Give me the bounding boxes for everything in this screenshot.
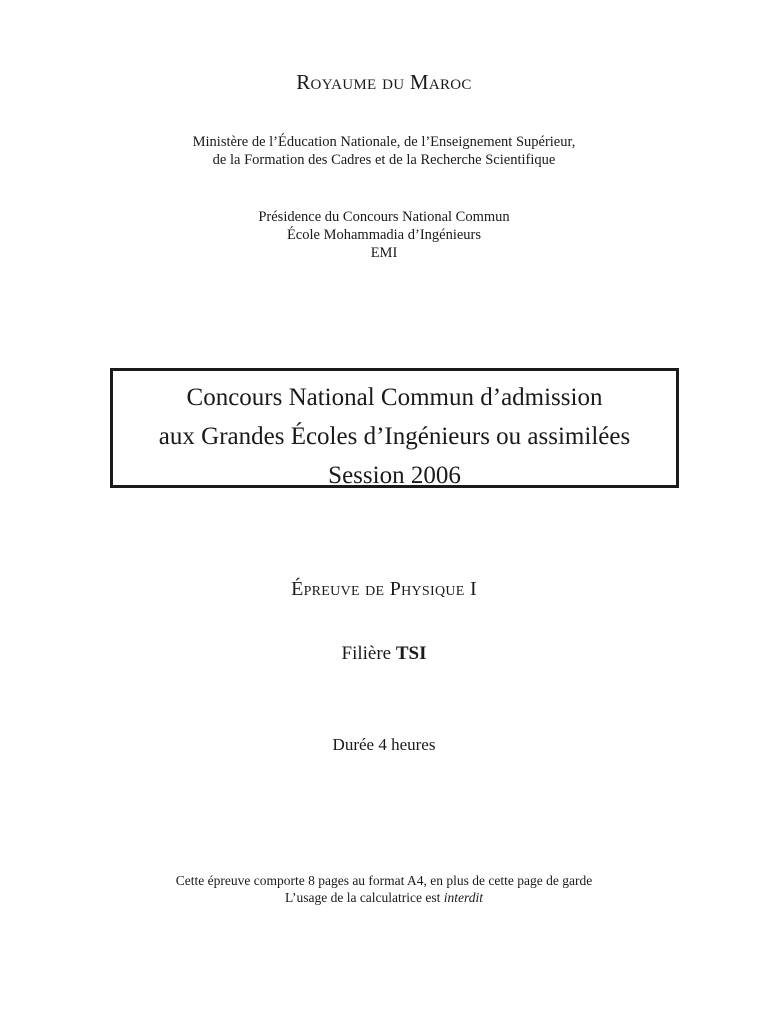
filiere-value: TSI: [395, 643, 427, 664]
exam-title: Épreuve de Physique I: [291, 578, 477, 600]
presidency-line-1: Présidence du Concours National Commun: [258, 209, 510, 225]
exam-duration: Durée 4 heures: [332, 735, 436, 754]
presidency-line-2: École Mohammadia d’Ingénieurs: [286, 227, 482, 243]
calculator-rule-text: L’usage de la calculatrice est: [284, 890, 441, 905]
presidency-block: [0, 208, 768, 262]
ministry-line-1: Ministère de l’Éducation Nationale, de l’Enseignement Supérieur,: [192, 134, 576, 150]
filiere-line: [0, 643, 768, 665]
footer-line-2: [0, 889, 768, 906]
ministry-line-2: de la Formation des Cadres et de la Recherche Scientifique: [212, 152, 556, 168]
contest-title-box: [110, 368, 679, 488]
kingdom-heading: Royaume du Maroc: [296, 70, 472, 94]
contest-title-line-1: Concours National Commun d’admission: [186, 384, 603, 411]
contest-title-line-2: aux Grandes Écoles d’Ingénieurs ou assimilées: [158, 423, 631, 450]
calculator-rule-emphasis: interdit: [443, 890, 484, 905]
filiere-label: Filière: [341, 643, 392, 664]
presidency-line-3: EMI: [370, 245, 398, 261]
ministry-block: [0, 133, 768, 169]
session-label: Session 2006: [328, 462, 461, 489]
footer-notes: [0, 872, 768, 906]
footer-line-1: Cette épreuve comporte 8 pages au format A4, en plus de cette page de garde: [175, 873, 593, 888]
